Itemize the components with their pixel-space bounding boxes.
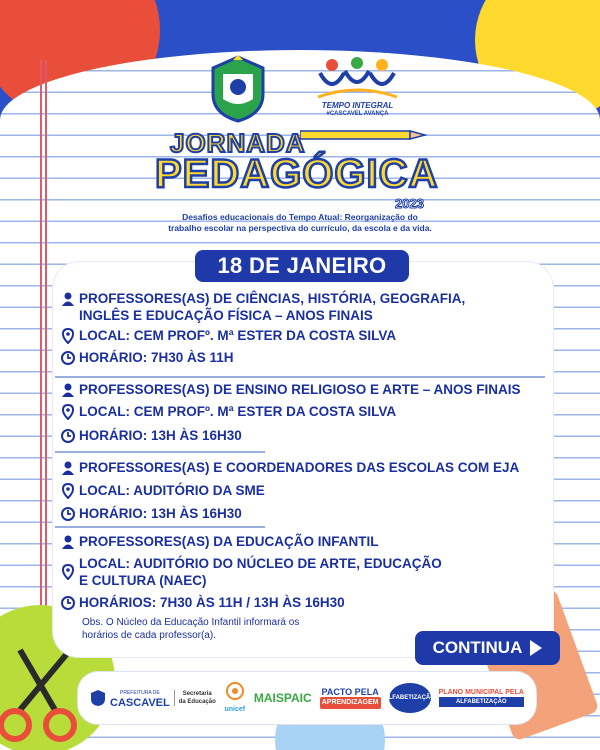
maispaic-text: PAIC <box>283 691 312 705</box>
continue-button[interactable] <box>415 631 560 665</box>
session-audience <box>60 290 465 324</box>
time-text: HORÁRIOS: 7H30 ÀS 11H / 13H ÀS 16H30 <box>79 595 345 610</box>
cascavel-crest-icon <box>90 689 106 707</box>
divider <box>55 376 545 378</box>
secretaria-logo <box>174 690 216 706</box>
maispaic-text: MAIS <box>253 691 284 705</box>
audience-text: INGLÊS E EDUCAÇÃO FÍSICA – ANOS FINAIS <box>79 308 373 323</box>
secretaria-text: Secretaria <box>182 691 212 697</box>
pacto-text: PACTO PELA <box>321 687 379 697</box>
secretaria-text: da Educação <box>178 699 216 705</box>
continue-label: CONTINUA <box>432 638 523 657</box>
maispaic-logo <box>254 693 312 703</box>
session-local <box>60 555 442 589</box>
subtitle-line: trabalho escolar na perspectiva do currículo, da escola e da vida. <box>168 223 432 233</box>
location-pin-icon <box>60 404 76 420</box>
session-local <box>60 482 265 499</box>
clock-icon <box>60 350 76 366</box>
children-icon <box>310 55 405 100</box>
title-pedagogica: PEDAGÓGICA <box>155 152 439 196</box>
title-jornada: JORNADA <box>170 128 306 158</box>
municipal-seal-icon <box>203 54 273 124</box>
pacto-logo <box>320 687 381 709</box>
tempo-integral-tag: #CASCAVEL AVANÇA <box>326 111 389 117</box>
prefeitura-text: PREFEITURA DE <box>120 690 160 696</box>
title-year: 2023 <box>395 196 424 211</box>
alfabetizacao-logo: ALFABETIZAÇÃO <box>389 683 431 713</box>
tempo-integral-label: TEMPO INTEGRAL <box>321 101 394 110</box>
session-time <box>60 505 242 522</box>
time-text: HORÁRIO: 13H ÀS 16H30 <box>79 506 242 521</box>
subtitle-line: Desafios educacionais do Tempo Atual: Reorganização do <box>182 212 418 222</box>
session-audience <box>60 381 521 398</box>
location-pin-icon <box>60 564 76 580</box>
audience-text: PROFESSORES(AS) DA EDUCAÇÃO INFANTIL <box>79 534 379 549</box>
session-audience <box>60 459 519 476</box>
clock-icon <box>60 506 76 522</box>
local-text: LOCAL: CEM PROFº. Mª ESTER DA COSTA SILVA <box>79 404 397 419</box>
audience-text: PROFESSORES(AS) DE ENSINO RELIGIOSO E ARTE – ANOS FINAIS <box>79 382 521 397</box>
time-text: HORÁRIO: 13H ÀS 16H30 <box>79 428 242 443</box>
plano-municipal-logo <box>439 689 524 707</box>
session-time <box>60 594 345 611</box>
subtitle <box>150 212 450 234</box>
session-time <box>60 349 234 366</box>
cascavel-logo <box>90 688 216 708</box>
person-icon <box>60 460 76 476</box>
audience-text: PROFESSORES(AS) E COORDENADORES DAS ESCOLAS COM EJA <box>79 460 520 475</box>
session-local <box>60 327 396 344</box>
local-text: LOCAL: AUDITÓRIO DO NÚCLEO DE ARTE, EDUCAÇÃO <box>79 556 442 571</box>
person-icon <box>60 534 76 550</box>
local-text: LOCAL: AUDITÓRIO DA SME <box>79 483 265 498</box>
observation-note <box>82 616 382 642</box>
unicef-logo <box>224 681 246 715</box>
footer-logos <box>78 672 536 724</box>
tempo-integral-logo <box>310 55 405 125</box>
local-text: E CULTURA (NAEC) <box>79 573 207 588</box>
divider <box>55 526 265 528</box>
plano-text: ALFABETIZAÇÃO <box>439 697 524 707</box>
session-time <box>60 427 242 444</box>
time-text: HORÁRIO: 7H30 ÀS 11H <box>79 350 234 365</box>
pencil-icon <box>300 128 430 142</box>
audience-text: PROFESSORES(AS) DE CIÊNCIAS, HISTÓRIA, GEOGRAFIA, <box>79 291 466 306</box>
pacto-text: APRENDIZAGEM <box>320 697 381 709</box>
unicef-text: unicef <box>224 706 246 713</box>
local-text: LOCAL: CEM PROFº. Mª ESTER DA COSTA SILVA <box>79 328 397 343</box>
session-local <box>60 403 396 420</box>
observation-text: horários de cada professor(a). <box>82 630 216 641</box>
date-badge: 18 DE JANEIRO <box>195 250 409 282</box>
location-pin-icon <box>60 483 76 499</box>
person-icon <box>60 291 76 307</box>
clock-icon <box>60 428 76 444</box>
person-icon <box>60 382 76 398</box>
cascavel-text: CASCAVEL <box>110 697 170 709</box>
unicef-globe-icon <box>224 681 246 701</box>
location-pin-icon <box>60 328 76 344</box>
divider <box>55 451 265 453</box>
play-arrow-icon <box>530 640 542 656</box>
clock-icon <box>60 595 76 611</box>
session-audience <box>60 533 379 550</box>
observation-text: Obs. O Núcleo da Educação Infantil informará os <box>82 617 300 628</box>
plano-text: PLANO MUNICIPAL PELA <box>438 689 524 696</box>
